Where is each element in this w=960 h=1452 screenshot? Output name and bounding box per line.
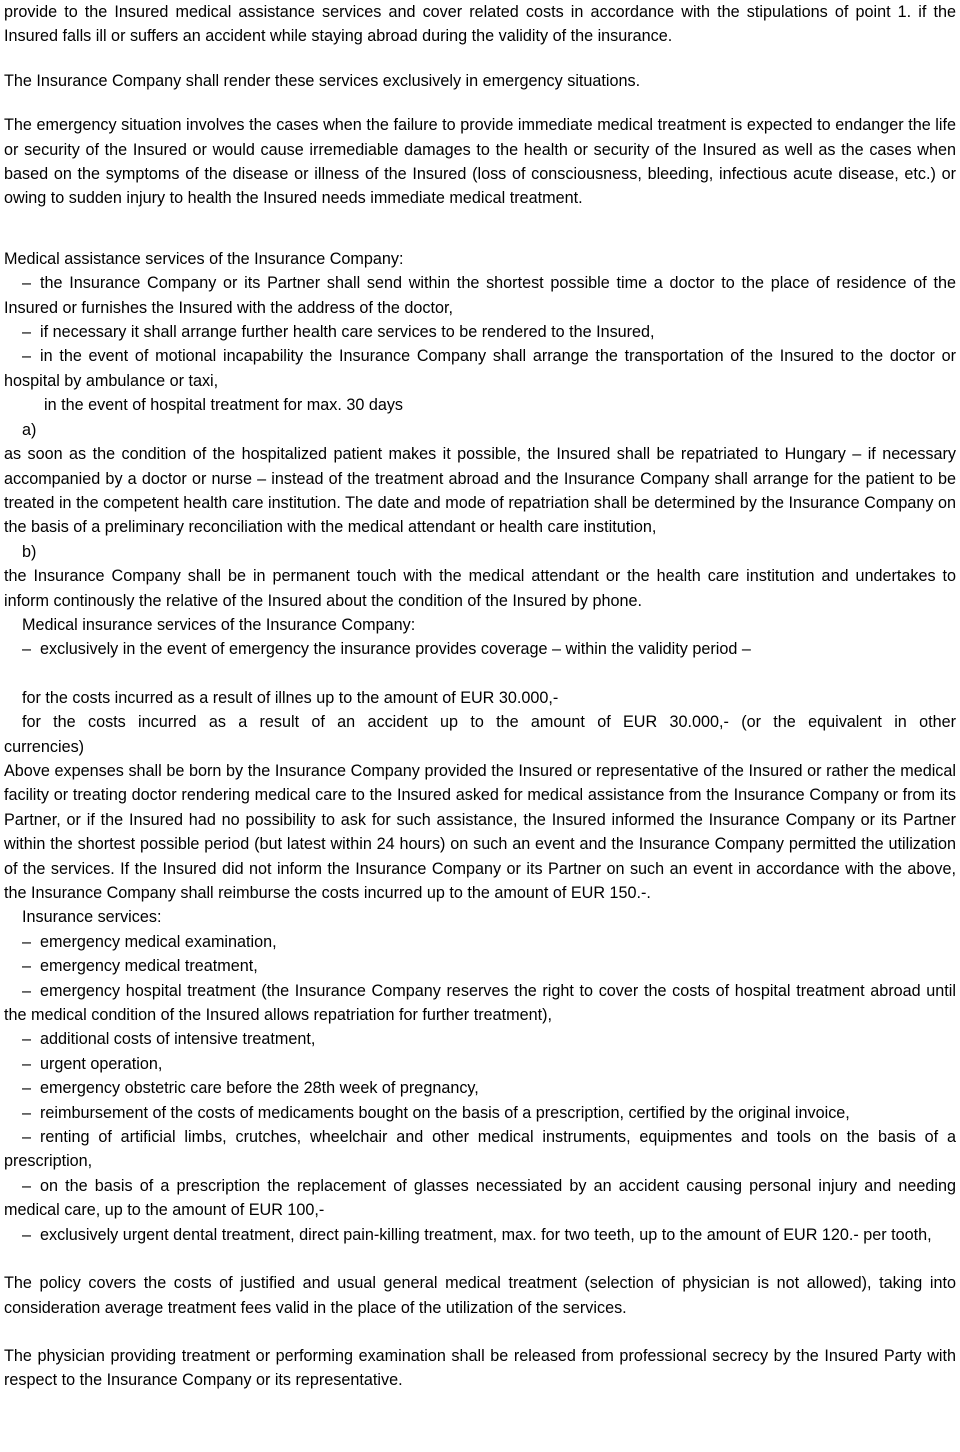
service-item [4,1027,956,1051]
accident-cost-text: for the costs incurred as a result of an accident up to the amount of EUR 30.000,- [22,713,729,732]
service-item [4,1076,956,1100]
accident-cost-line [4,710,956,734]
service-item [4,1101,956,1125]
dash-bullet: – [22,274,32,293]
item-label-a: a) [22,420,37,439]
service-item-text: emergency medical examination, [40,932,277,951]
hospital-treatment-line: in the event of hospital treatment for max. 30 days [44,396,404,415]
assistance-item [4,271,956,320]
assistance-item-text: if necessary it shall arrange further health care services to be rendered to the Insured, [40,323,655,342]
spacer [4,1320,956,1344]
coverage-text: exclusively in the event of emergency the insurance provides coverage – within the validity period – [40,640,751,659]
dash-bullet: – [22,1030,32,1049]
dash-bullet: – [22,932,32,951]
accident-cost-word: in [894,713,907,732]
spacer [4,1247,956,1271]
service-item-text: emergency obstetric care before the 28th week of pregnancy, [40,1079,479,1098]
accident-cost-word: (or [741,713,761,732]
illness-cost-line: for the costs incurred as a result of illnes up to the amount of EUR 30.000,- [22,688,559,707]
dash-bullet: – [22,957,32,976]
dash-bullet: – [22,1103,32,1122]
accident-cost-word: equivalent [808,713,882,732]
service-item [4,930,956,954]
service-item-text: on the basis of a prescription the replacement of glasses necessiated by an accident causing personal injury and needing medical care, up to the amount of EUR 100,- [4,1176,956,1220]
assistance-heading: Medical assistance services of the Insurance Company: [4,249,404,268]
spacer [4,662,956,686]
item-label-b: b) [22,542,37,561]
services-heading: Insurance services: [22,908,162,927]
service-item [4,1052,956,1076]
dash-bullet: – [22,347,32,366]
spacer [4,49,956,69]
assistance-item [4,344,956,393]
service-item-text: renting of artificial limbs, crutches, wheelchair and other medical instruments, equipmentes and tools on the basis of a prescription, [4,1128,956,1171]
dash-bullet: – [22,1054,32,1073]
service-item [4,954,956,978]
assistance-item [4,320,956,344]
emergency-definition-paragraph: The emergency situation involves the cases when the failure to provide immediate medical treatment is expected to endanger the life or security of the Insured or would cause irremediable damages to the health or security of the Insured as well as the cases when based on the symptoms of the disease or illness of the Insured (loss of consciousness, bleeding, infectious acute disease, etc.) or owing to sudden injury to health the Insured needs immediate medical treatment. [4,116,956,208]
dash-bullet: – [22,981,32,1000]
service-item-text: urgent operation, [40,1054,163,1073]
service-item-text: emergency hospital treatment (the Insurance Company reserves the right to cover the costs of hospital treatment abroad until the medical condition of the Insured allows repatriation for further treatment), [4,981,956,1025]
spacer [4,211,956,247]
dash-bullet: – [22,1225,32,1244]
accident-cost-word: the [773,713,796,732]
expenses-paragraph: Above expenses shall be born by the Insurance Company provided the Insured or representative of the Insured or rather the medical facility or treating doctor rendering medical care to the Insured asked for medical assistance from the Insurance Company or from its Partner, or if the Insured had no possibility to ask for such assistance, the Insured informed the Insurance Company or its Partner within the shortest possible period (but latest within 24 hours) on such an event and the Insurance Company permitted the utilization of the services. If the Insured did not inform the Insurance Company or its Partner on such an event in accordance with the above, the Insurance Company shall reimburse the costs incurred up to the amount of EUR 150.-. [4,761,956,902]
service-item-text: emergency medical treatment, [40,957,258,976]
policy-coverage-paragraph: The policy covers the costs of justified and usual general medical treatment (selection of physician is not allowed), taking into consideration average treatment fees valid in the place of the utilization of the services. [4,1274,956,1317]
spacer [4,93,956,113]
insurance-services-heading: Medical insurance services of the Insurance Company: [22,615,416,634]
dash-bullet: – [22,640,32,659]
document-page [4,0,956,1393]
service-item [4,979,956,1028]
service-item [4,1125,956,1174]
assistance-item-text: the Insurance Company or its Partner shall send within the shortest possible time a doctor to the place of residence of the Insured or furnishes the Insured with the address of the doctor, [4,274,956,317]
secrecy-paragraph: The physician providing treatment or performing examination shall be released from professional secrecy by the Insured Party with respect to the Insurance Company or its representative. [4,1346,956,1390]
emergency-only-sentence: The Insurance Company shall render these services exclusively in emergency situations. [4,71,641,90]
contact-paragraph: the Insurance Company shall be in permanent touch with the medical attendant or the health care institution and undertakes to inform continously the relative of the Insured about the condition of the Insured by phone. [4,567,956,610]
dash-bullet: – [22,1079,32,1098]
dash-bullet: – [22,1128,32,1147]
accident-cost-continuation: currencies) [4,737,85,756]
accident-cost-word: other [919,713,957,732]
dash-bullet: – [22,1176,32,1195]
service-item-text: additional costs of intensive treatment, [40,1030,316,1049]
service-item [4,1174,956,1223]
coverage-line [4,637,956,661]
service-item-text: reimbursement of the costs of medicaments bought on the basis of a prescription, certified by the original invoice, [40,1103,850,1122]
assistance-item-text: in the event of motional incapability the Insurance Company shall arrange the transportation of the Insured to the doctor or hospital by ambulance or taxi, [4,347,956,390]
dash-bullet: – [22,323,32,342]
repatriation-paragraph: as soon as the condition of the hospitalized patient makes it possible, the Insured shall be repatriated to Hungary – if necessary accompanied by a doctor or nurse – instead of the treatment abroad and the Insurance Company shall arrange for the patient to be treated in the competent health care institution. The date and mode of repatriation shall be determined by the Insurance Company on the basis of a preliminary reconciliation with the medical attendant or health care institution, [4,445,956,537]
services-list [4,930,956,1247]
service-item-text: exclusively urgent dental treatment, direct pain-killing treatment, max. for two teeth, up to the amount of EUR 120.- per tooth, [40,1225,932,1244]
service-item [4,1223,956,1247]
intro-paragraph: provide to the Insured medical assistance services and cover related costs in accordance with the stipulations of point 1. if the Insured falls ill or suffers an accident while staying abroad during the validity of the insurance. [4,3,956,46]
